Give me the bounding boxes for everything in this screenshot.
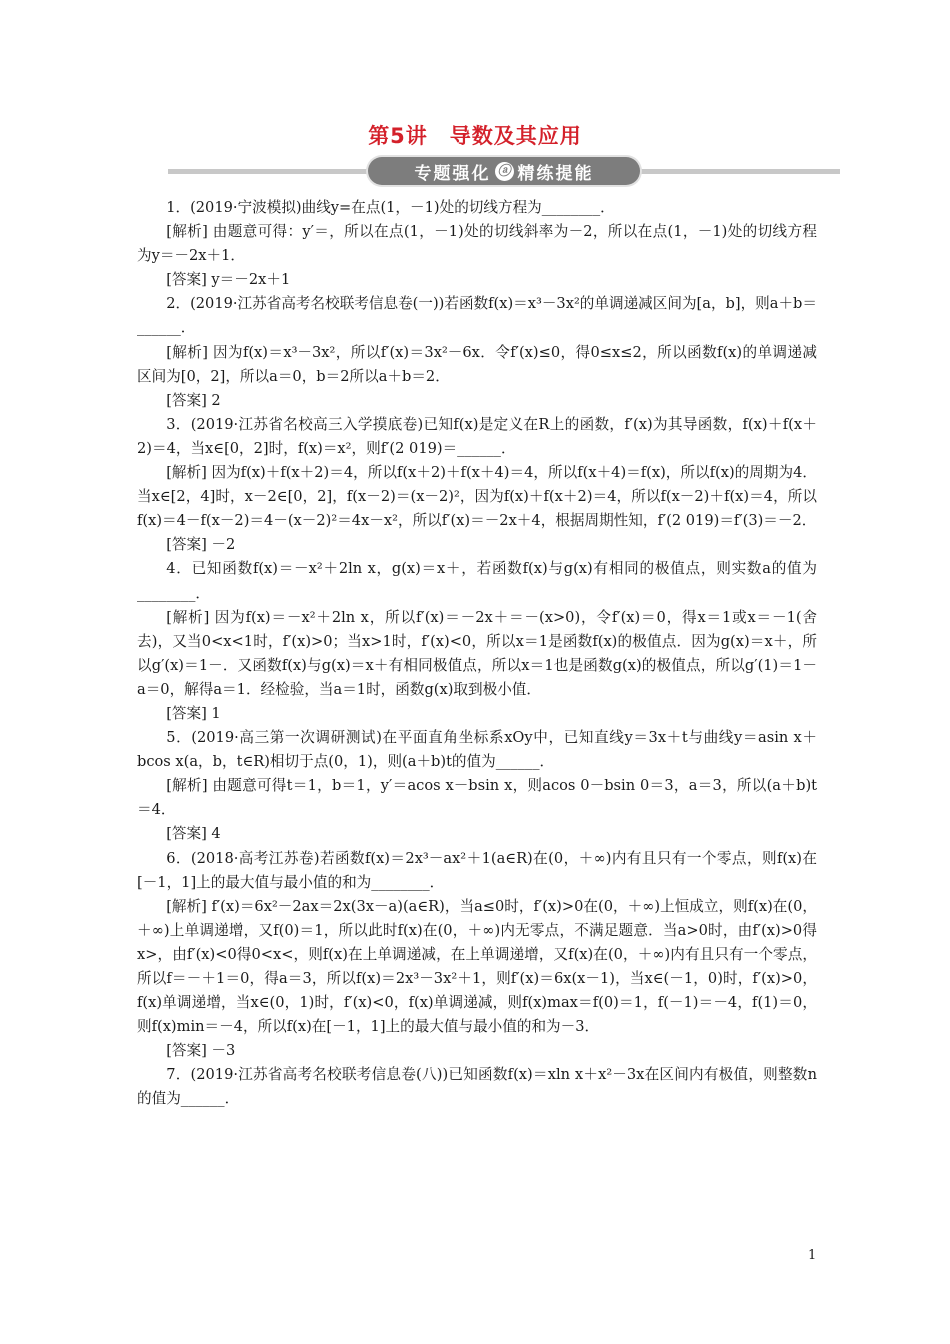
banner-left-text: 专题强化 xyxy=(414,163,491,184)
paragraph: 5．(2019·高三第一次调研测试)在平面直角坐标系xOy中，已知直线y＝3x＋t与曲线y＝asin x＋bcos x(a，b，t∈R)相切于点(0，1)，则(a＋b)t的值为______． xyxy=(137,729,817,771)
paragraph: [解析] f′(x)＝6x²－2ax＝2x(3x－a)(a∈R)，当a≤0时，f′(x)>0在(0，＋∞)上恒成立，则f(x)在(0，＋∞)上单调递增，又f(0)＝1，所以此时f(x)在(0，＋∞)内无零点，不满足题意．当a>0时，由f′(x)>0得x>，由f′(x)<0得0<x<，则f(x)在上单调递减，在上单调递增，又f(x)在(0，＋∞)内有且只有一个零点，所以f＝－＋1＝0，得a＝3，所以f(x)＝2x³－3x²＋1，则f′(x)＝6x(x－1)，当x∈(－1，0)时，f′(x)>0，f(x)单调递增，当x∈(0，1)时，f′(x)<0，f(x)单调递减，则f(x)max＝f(0)＝1，f(－1)＝－4，f(1)＝0，则f(x)min＝－4，所以f(x)在[－1，1]上的最大值与最小值的和为－3． xyxy=(137,897,817,1036)
paragraph: 4．已知函数f(x)＝－x²＋2ln x，g(x)＝x＋，若函数f(x)与g(x)有相同的极值点，则实数a的值为________． xyxy=(137,560,817,602)
paragraph: [解析] 由题意可得：y′＝，所以在点(1，－1)处的切线斜率为－2，所以在点(1，－1)处的切线方程为y＝－2x＋1． xyxy=(137,223,817,265)
page-number: 1 xyxy=(808,1248,817,1263)
document-body xyxy=(137,196,817,1112)
page-title: 第5讲 导数及其应用 xyxy=(368,124,582,148)
paragraph: [答案] 2 xyxy=(166,391,221,409)
banner-pill xyxy=(368,157,640,185)
banner-circle-icon: ⓐ xyxy=(495,162,514,181)
paragraph: [解析] 由题意可得t＝1，b＝1，y′＝acos x－bsin x，则acos 0－bsin 0＝3，a＝3，所以(a＋b)t＝4． xyxy=(137,777,817,819)
paragraph: [解析] 因为f(x)＝－x²＋2ln x，所以f′(x)＝－2x＋＝－(x>0)，令f′(x)＝0，得x＝1或x＝－1(舍去)，又当0<x<1时，f′(x)>0；当x>1时，f′(x)<0，所以x＝1是函数f(x)的极值点．因为g(x)＝x＋，所以g′(x)＝1－．又函数f(x)与g(x)＝x＋有相同极值点，所以x＝1也是函数g(x)的极值点，所以g′(1)＝1－a＝0，解得a＝1．经检验，当a＝1时，函数g(x)取到极小值． xyxy=(137,608,817,698)
paragraph: [解析] 因为f(x)＝x³－3x²，所以f′(x)＝3x²－6x．令f′(x)≤0，得0≤x≤2，所以函数f(x)的单调递减区间为[0，2]，所以a＝0，b＝2所以a＋b＝2． xyxy=(137,343,817,385)
paragraph: [答案] －3 xyxy=(166,1042,236,1060)
paragraph: [答案] －2 xyxy=(166,536,236,554)
paragraph: 6．(2018·高考江苏卷)若函数f(x)＝2x³－ax²＋1(a∈R)在(0，＋∞)内有且只有一个零点，则f(x)在[－1，1]上的最大值与最小值的和为________． xyxy=(137,849,817,891)
paragraph: 1．(2019·宁波模拟)曲线y=在点(1，－1)处的切线方程为________． xyxy=(166,199,615,216)
paragraph: [答案] y＝－2x＋1 xyxy=(166,271,291,289)
paragraph: [答案] 4 xyxy=(166,825,221,843)
paragraph: 2．(2019·江苏省高考名校联考信息卷(一))若函数f(x)＝x³－3x²的单调递减区间为[a，b]，则a＋b＝______． xyxy=(137,295,817,337)
banner-right-text: 精练提能 xyxy=(517,163,594,184)
paragraph: [答案] 1 xyxy=(166,704,221,722)
section-banner xyxy=(168,157,840,187)
paragraph: [解析] 因为f(x)＋f(x＋2)＝4，所以f(x＋2)＋f(x＋4)＝4，所以f(x＋4)＝f(x)，所以f(x)的周期为4．当x∈[2，4]时，x－2∈[0，2]，f(x－2)＝(x－2)²，因为f(x)＋f(x＋2)＝4，所以f(x－2)＋f(x)＝4，所以f(x)＝4－f(x－2)＝4－(x－2)²＝4x－x²，所以f′(x)＝－2x＋4，根据周期性知，f′(2 019)＝f′(3)＝－2． xyxy=(137,464,817,530)
paragraph: 7．(2019·江苏省高考名校联考信息卷(八))已知函数f(x)＝xln x＋x²－3x在区间内有极值，则整数n的值为______． xyxy=(137,1066,817,1108)
paragraph: 3．(2019·江苏省名校高三入学摸底卷)已知f(x)是定义在R上的函数，f′(x)为其导函数，f(x)＋f(x＋2)＝4，当x∈[0，2]时，f(x)＝x²，则f′(2 019)＝______． xyxy=(137,415,817,457)
